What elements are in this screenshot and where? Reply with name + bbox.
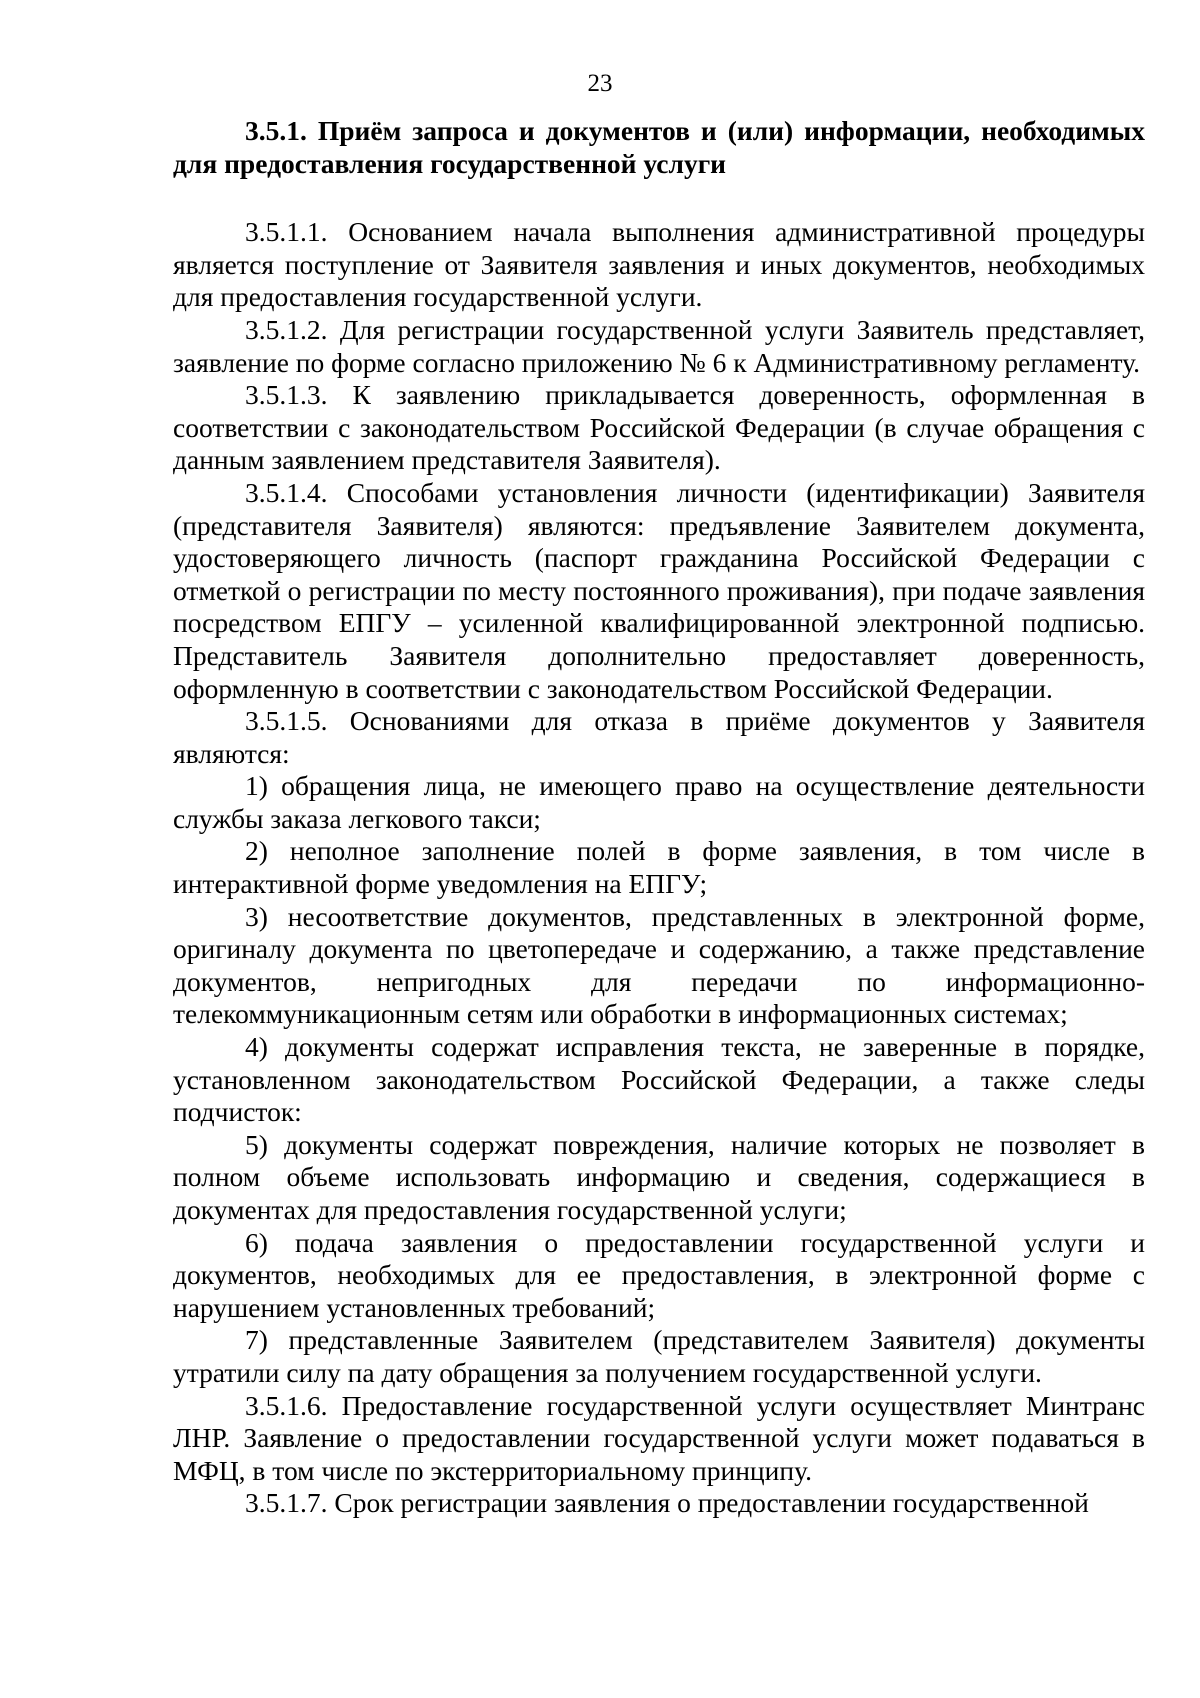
paragraph-3-5-1-3: 3.5.1.3. К заявлению прикладывается доверенность, оформленная в соответствии с законодательством Российской Федерации (в случае обращения с данным заявлением представителя Заявителя).: [173, 379, 1145, 476]
list-item-4: 4) документы содержат исправления текста, не заверенные в порядке, установленном законодательством Российской Федерации, а также следы подчисток:: [173, 1031, 1145, 1128]
list-item-6: 6) подача заявления о предоставлении государственной услуги и документов, необходимых для ее предоставления, в электронной форме с нарушением установленных требований;: [173, 1226, 1145, 1323]
section-heading: 3.5.1. Приём запроса и документов и (или) информации, необходимых для предоставления государственной услуги: [173, 115, 1145, 179]
paragraph-3-5-1-5: 3.5.1.5. Основаниями для отказа в приёме документов у Заявителя являются:: [173, 705, 1145, 769]
list-item-7: 7) представленные Заявителем (представителем Заявителя) документы утратили силу па дату обращения за получением государственной услуги.: [173, 1324, 1145, 1388]
list-item-2: 2) неполное заполнение полей в форме заявления, в том числе в интерактивной форме уведомления на ЕПГУ;: [173, 835, 1145, 900]
list-item-3: 3) несоответствие документов, представленных в электронной форме, оригиналу документа по цветопередаче и содержанию, а также представление документов, непригодных для передачи по информационно-телекоммуникационным сетям или обработки в информационных системах;: [173, 900, 1145, 1030]
list-item-5: 5) документы содержат повреждения, наличие которых не позволяет в полном объеме использовать информацию и сведения, содержащиеся в документах для предоставления государственной услуги;: [173, 1128, 1145, 1225]
paragraph-3-5-1-4: 3.5.1.4. Способами установления личности (идентификации) Заявителя (представителя Заявителя) являются: предъявление Заявителем документа, удостоверяющего личность (паспорт гражданина Российской Федерации с отметкой о регистрации по месту постоянного проживания), при подаче заявления посредством ЕПГУ – усиленной квалифицированной электронной подписью. Представитель Заявителя дополнительно предоставляет доверенность, оформленную в соответствии с законодательством Российской Федерации.: [173, 476, 1145, 704]
paragraph-3-5-1-7: 3.5.1.7. Срок регистрации заявления о предоставлении государственной: [245, 1487, 1089, 1519]
paragraph-3-5-1-6: 3.5.1.6. Предоставление государственной услуги осуществляет Минтранс ЛНР. Заявление о предоставлении государственной услуги может подаваться в МФЦ, в том числе по экстерриториальному принципу.: [173, 1389, 1145, 1486]
list-item-1: 1) обращения лица, не имеющего право на осуществление деятельности службы заказа легкового такси;: [173, 770, 1145, 834]
document-body: [173, 115, 1145, 1520]
page-number: 23: [587, 70, 613, 97]
paragraph-3-5-1-2: 3.5.1.2. Для регистрации государственной услуги Заявитель представляет, заявление по форме согласно приложению № 6 к Административному регламенту.: [173, 313, 1145, 378]
paragraph-3-5-1-1: 3.5.1.1. Основанием начала выполнения административной процедуры является поступление от Заявителя заявления и иных документов, необходимых для предоставления государственной услуги.: [173, 216, 1145, 313]
